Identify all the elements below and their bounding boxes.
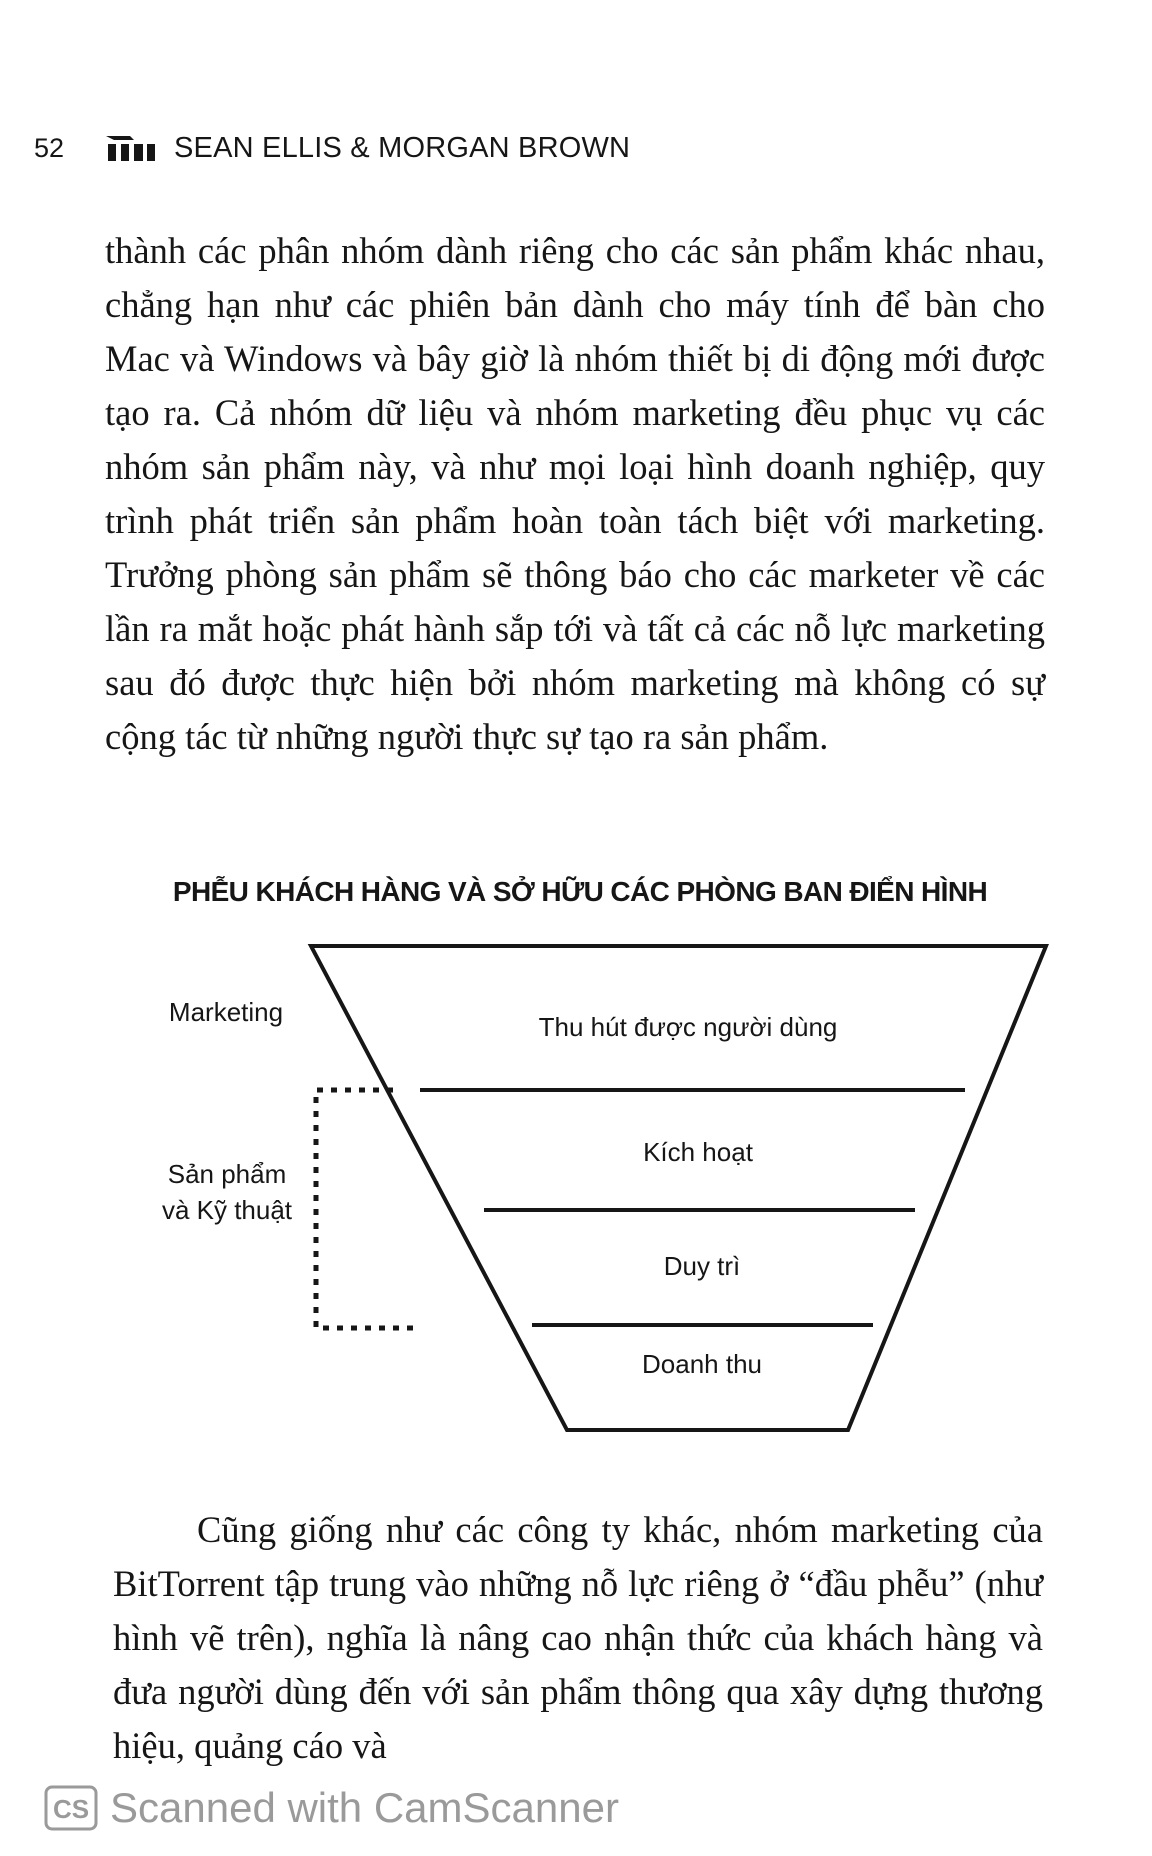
body-paragraph: Cũng giống như các công ty khác, nhóm marketing của BitTorrent tập trung vào những nỗ lực riêng ở “đầu phễu” (như hình vẽ trên), nghĩa là nâng cao nhận thức của khách hàng và đưa người dùng đến với sản phẩm thông qua xây dựng thương hiệu, quảng cáo và — [113, 1509, 1043, 1766]
figure-title: PHỄU KHÁCH HÀNG VÀ SỞ HỮU CÁC PHÒNG BAN ĐIỂN HÌNH — [172, 876, 988, 907]
page-number: 52 — [34, 132, 65, 163]
stage-retention: Duy trì — [663, 1251, 741, 1281]
owner-marketing-label: Marketing — [168, 997, 284, 1027]
camscanner-logo-icon — [44, 1785, 98, 1831]
ownership-bracket — [316, 1090, 415, 1328]
stage-revenue: Doanh thu — [642, 1349, 762, 1379]
svg-text:CS: CS — [52, 1794, 90, 1824]
running-head: SEAN ELLIS & MORGAN BROWN — [174, 131, 631, 164]
watermark-text: Scanned with CamScanner — [110, 1784, 619, 1831]
body-paragraph: thành các phân nhóm dành riêng cho các sản phẩm khác nhau, chẳng hạn như các phiên bản dành cho máy tính để bàn cho Mac và Windows và bây giờ là nhóm thiết bị di động mới được tạo ra. Cả nhóm dữ liệu và nhóm marketing đều phục vụ các nhóm sản phẩm này, và như mọi loại hình doanh nghiệp, quy trình phát triển sản phẩm hoàn toàn tách biệt với marketing. Trưởng phòng sản phẩm sẽ thông báo cho các marketer về các lần ra mắt hoặc phát hành sắp tới và tất cả các nỗ lực marketing sau đó được thực hiện bởi nhóm marketing mà không có sự cộng tác từ những người thực sự tạo ra sản phẩm. — [105, 230, 1045, 757]
camscanner-watermark — [44, 1784, 619, 1832]
owner-product-label — [148, 1156, 306, 1228]
stage-acquisition: Thu hút được người dùng — [538, 1012, 838, 1042]
stage-activation: Kích hoạt — [643, 1137, 753, 1167]
owner-product-line1: Sản phẩm — [167, 1159, 287, 1189]
owner-product-line2: và Kỹ thuật — [161, 1195, 293, 1225]
